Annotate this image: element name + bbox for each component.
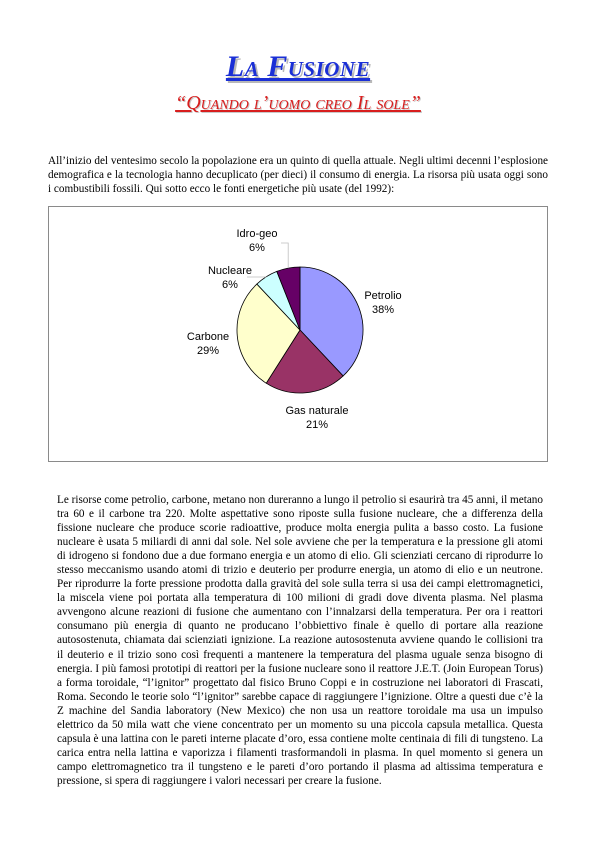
pie-value-nucleare: 6% bbox=[222, 279, 238, 291]
energy-sources-pie-chart bbox=[49, 207, 549, 463]
document-subtitle: “Quando l’uomo creo Il sole” bbox=[175, 92, 421, 114]
body-paragraph: Le risorse come petrolio, carbone, metano non dureranno a lungo il petrolio si esaurirà tra 45 anni, il metano tra 60 e il carbone tra 220. Molte aspettative sono riposte sulla fusione nucleare, che a differenza della fissione nucleare che produce scorie radioattive, produce molta energia pulita a basso costo. La fusione nucleare è usata 5 miliardi di anni dal sole. Nel sole avviene che per la temperatura e la pressione gli atomi di idrogeno si fondono due a due formano energia e un atomo di elio. Gli scienziati cercano di riprodurre lo stesso meccanismo usando atomi di trizio e deuterio per produrre energia, un atomo di elio e un neutrone. Per riprodurre la forte pressione prodotta dalla gravità del sole sulla terra si usa dei campi elettromagnetici, la miscela viene poi portata alla temperatura di 100 milioni di gradi dove diventa plasma. Nel plasma avvengono alcune reazioni di fusione che aumentano con l’innalzarsi della temperatura. Per ora i reattori consumano più energia di quanto ne producano l’obbiettivo finale è quello di portare alla reazione autosostenuta, chiamata dai scienziati ignizione. La reazione autosostenuta avviene quando le collisioni tra il deuterio e il trizio sono così frequenti a mantenere la temperatura del plasma uguale senza bisogno di energia. I più famosi prototipi di reattori per la fusione nucleare sono il reattore J.E.T. (Join European Torus) a forma toroidale, “l’ignitor” progettato dal fisico Bruno Coppi e in costruzione nei laboratori di Frascati, Roma. Secondo le teorie solo “l’ignitor” sarebbe capace di raggiungere l’ignizione. Oltre a questi due c’è la Z machine del Sandia laboratory (New Mexico) che non usa un reattore toroidale ma usa un impulso elettrico da 50 mila watt che viene concentrato per un momento su una piccola capsula metallica. Questa capsula è una lattina con le pareti interne placate d’oro, essa contiene molte centinaia di fili di tungsteno. La carica entra nella lattina e vaporizza i filamenti trasformandoli in plasma. In quel momento si genera un campo elettromagnetico tra il tungsteno e le pareti d’oro portando il plasma ad altissima temperatura e pressione, si spera di raggiungere i valori necessari per creare la fusione. bbox=[57, 494, 543, 787]
pie-label-gas-naturale: Gas naturale bbox=[285, 405, 349, 417]
pie-value-idro-geo: 6% bbox=[249, 242, 265, 254]
pie-label-nucleare: Nucleare bbox=[207, 265, 253, 277]
pie-value-carbone: 29% bbox=[196, 345, 220, 357]
pie-label-idro-geo: Idro-geo bbox=[236, 228, 278, 240]
pie-value-gas-naturale: 21% bbox=[305, 419, 329, 431]
pie-label-carbone: Carbone bbox=[186, 331, 230, 343]
document-title: La Fusione bbox=[225, 50, 371, 83]
pie-leader-line bbox=[281, 243, 288, 268]
intro-paragraph: All’inizio del ventesimo secolo la popolazione era un quinto di quella attuale. Negli ultimi decenni l’esplosione demografica e la tecnologia hanno decuplicato (per dieci) il consumo di energia. La risorsa più usata oggi sono i combustibili fossili. Qui sotto ecco le fonti energetiche più usate (del 1992): bbox=[48, 155, 548, 195]
pie-chart-frame bbox=[48, 206, 548, 462]
pie-label-petrolio: Petrolio bbox=[364, 290, 402, 302]
pie-value-petrolio: 38% bbox=[371, 304, 395, 316]
